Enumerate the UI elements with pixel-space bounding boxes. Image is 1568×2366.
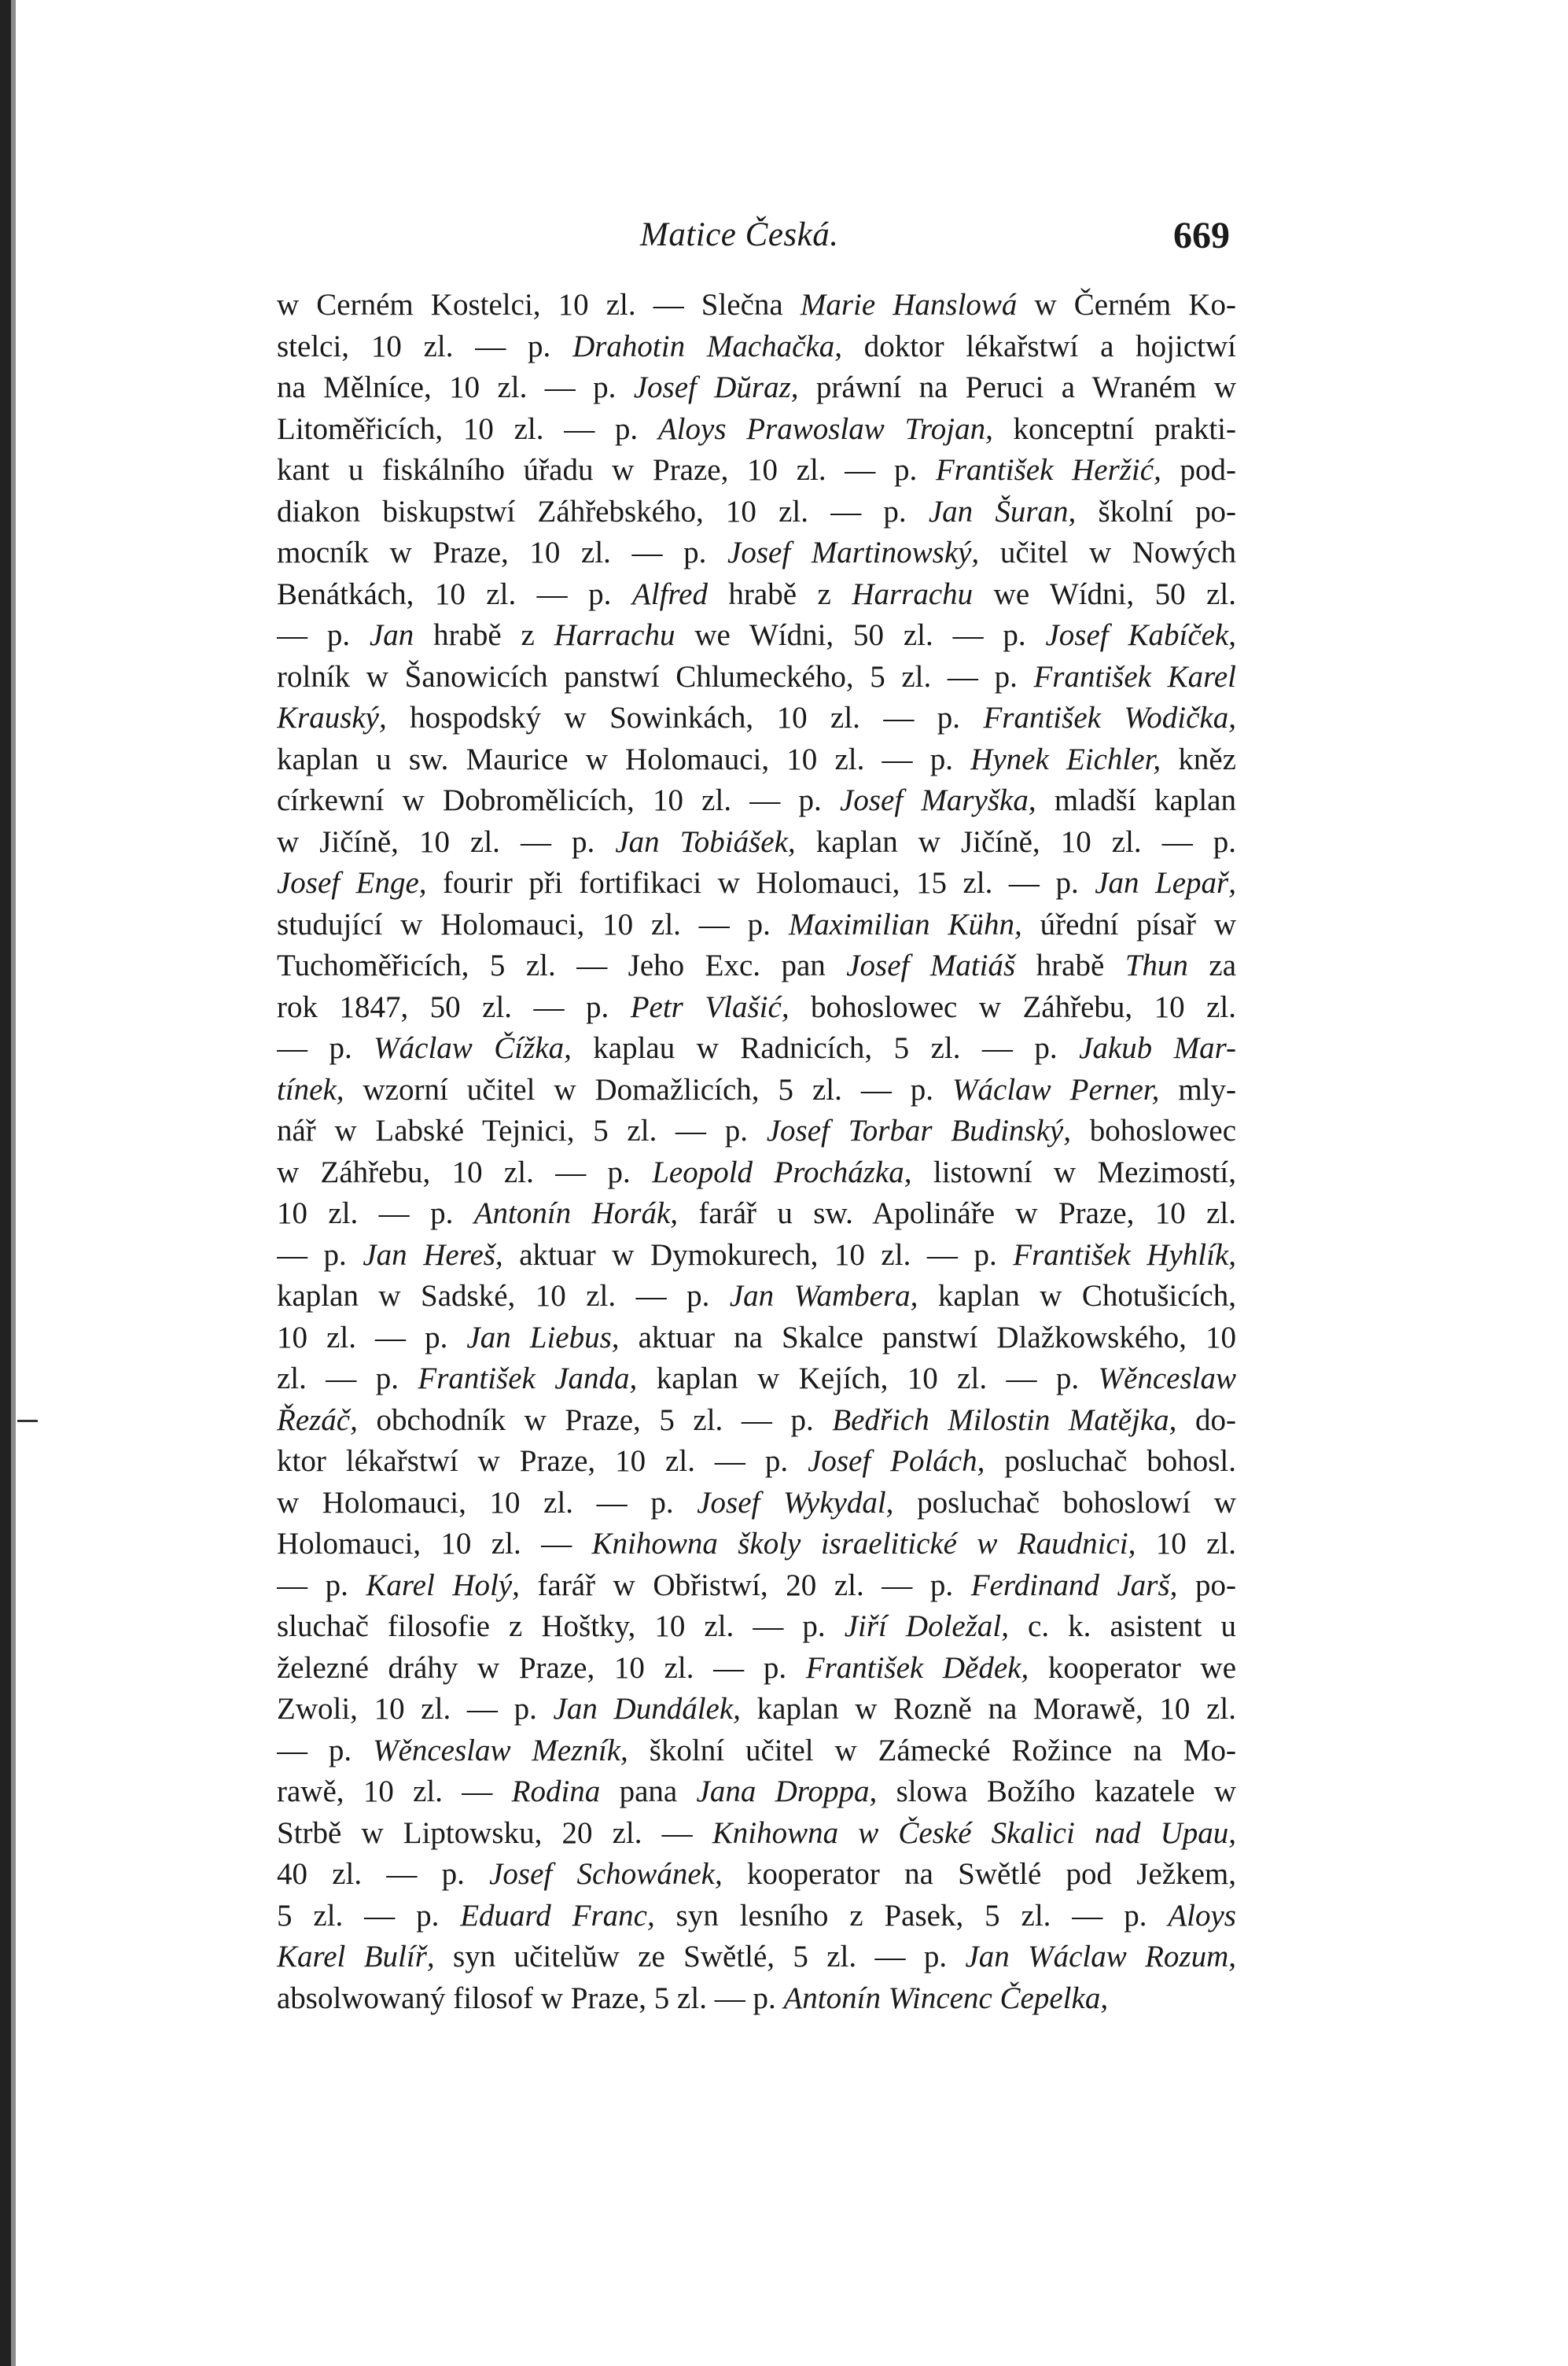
text-run: železné dráhy w Praze, 10 zl. — p. [277, 1650, 806, 1685]
text-run: — p. [277, 1568, 366, 1602]
text-run: do- [1176, 1402, 1236, 1437]
text-line [277, 1441, 1236, 1483]
text-run: církewní w Dobromělicích, 10 zl. — p. [277, 783, 841, 817]
italic-name: Josef Enge, [277, 866, 427, 900]
text-line [277, 905, 1236, 946]
text-line [277, 863, 1236, 905]
scan-binding-shadow [11, 0, 16, 2366]
italic-name: František Janda, [418, 1362, 638, 1395]
text-run: 40 zl. — p. [277, 1857, 490, 1891]
text-run: aktuar w Dymokurech, 10 zl. — p. [502, 1237, 1014, 1272]
text-line [277, 822, 1236, 864]
text-line [277, 1606, 1236, 1648]
text-run: diakon biskupstwí Záhřebského, 10 zl. — p. [277, 494, 929, 529]
italic-name: Jan Šuran, [928, 494, 1077, 529]
text-line [277, 1648, 1236, 1690]
text-run: kaplan w Rozně na Morawě, 10 zl. [740, 1692, 1236, 1726]
text-run: kant u fiskálního úřadu w Praze, 10 zl. — p. [277, 453, 936, 487]
text-run: — p. [277, 1031, 374, 1065]
text-line [277, 1730, 1236, 1772]
text-line [277, 285, 1236, 326]
text-run: slowa Božího kazatele w [877, 1774, 1236, 1808]
text-line [277, 1235, 1236, 1277]
text-run: mladší kaplan [1036, 783, 1236, 817]
italic-name: František Heržić, [935, 453, 1161, 487]
text-run: kaplan w Jičíně, 10 zl. — p. [795, 824, 1236, 859]
text-line [277, 1070, 1236, 1111]
text-line [277, 780, 1236, 822]
italic-name: Josef Polách, [808, 1444, 985, 1478]
scan-margin-mark [17, 1420, 38, 1422]
text-run: Litoměřicích, 10 zl. — p. [277, 411, 658, 446]
scan-binding-edge [0, 0, 11, 2366]
italic-name: Leopold Procházka, [652, 1155, 912, 1189]
text-run: rok 1847, 50 zl. — p. [277, 990, 631, 1024]
text-line [277, 1524, 1236, 1565]
text-run: aktuar na Skalce panstwí Dlažkowského, 10 [619, 1320, 1236, 1354]
italic-name: Jan Tobiášek, [615, 824, 796, 859]
italic-name: Bedřich Milostin Matějka, [832, 1402, 1177, 1437]
text-run: w Záhřebu, 10 zl. — p. [277, 1155, 653, 1189]
text-run: stelci, 10 zl. — p. [277, 329, 573, 363]
italic-name: Antonín Wincenc Čepelka, [783, 1981, 1109, 2015]
italic-name: František Karel [1033, 659, 1236, 694]
italic-name: Wěnceslaw Mezník, [373, 1733, 628, 1767]
italic-name: Thun [1124, 949, 1188, 982]
text-line [277, 945, 1236, 987]
text-run: bohoslowec [1070, 1114, 1236, 1148]
text-line [277, 615, 1236, 657]
text-run: za [1187, 949, 1236, 982]
text-run: práwní na Peruci a Wraném w [798, 370, 1236, 404]
text-run: — p. [277, 618, 370, 652]
text-line [277, 1193, 1236, 1235]
text-run: učitel w Nowých [979, 536, 1236, 569]
text-run: Zwoli, 10 zl. — p. [277, 1692, 554, 1726]
text-line [277, 987, 1236, 1029]
text-run: kaplan w Kejích, 10 zl. — p. [637, 1362, 1099, 1395]
text-run: Benátkách, 10 zl. — p. [277, 577, 632, 611]
italic-name: Eduard Franc, [460, 1898, 655, 1933]
italic-name: Harrachu [852, 577, 974, 611]
text-line [277, 367, 1236, 409]
italic-name: Alfred [631, 577, 708, 611]
italic-name: Karel Holý, [366, 1568, 520, 1602]
text-line [277, 326, 1236, 368]
text-line [277, 1028, 1236, 1070]
text-run: studující w Holomauci, 10 zl. — p. [277, 907, 789, 942]
italic-name: Aloys [1168, 1898, 1236, 1933]
text-run: hrabě [1015, 949, 1125, 982]
text-run: syn učitelŭw ze Swětlé, 5 zl. — p. [434, 1940, 966, 1974]
text-run: bohoslowec w Záhřebu, 10 zl. [789, 990, 1236, 1024]
italic-name: Jan Wambera, [729, 1279, 918, 1313]
text-run: fourir při fortifikaci w Holomauci, 15 zl. — p. [426, 866, 1095, 900]
text-run: kaplan u sw. Maurice w Holomauci, 10 zl. — p. [277, 742, 971, 776]
italic-name: Jana Droppa, [696, 1774, 878, 1808]
text-run: listowní w Mezimostí, [911, 1155, 1236, 1189]
italic-name: Wáclaw Perner, [952, 1072, 1160, 1107]
italic-name: Hynek Eichler, [970, 742, 1161, 776]
italic-name: Ferdinand Jarš, [970, 1568, 1178, 1602]
text-run: po- [1177, 1568, 1236, 1602]
text-line [277, 1152, 1236, 1194]
body-text [277, 285, 1236, 2019]
italic-name: Jan [369, 618, 414, 652]
text-line [277, 739, 1236, 781]
text-run: rolník w Šanowicích panstwí Chlumeckého, 5 zl. — p. [277, 659, 1034, 694]
italic-name: Jiří Doležal, [844, 1609, 1009, 1643]
italic-name: Josef Wykydal, [697, 1485, 894, 1520]
text-run: ktor lékařstwí w Praze, 10 zl. — p. [277, 1444, 808, 1478]
italic-name: František Dědek, [805, 1650, 1029, 1685]
text-run: kooperator we [1029, 1650, 1236, 1685]
italic-name: Jakub Mar- [1079, 1031, 1236, 1065]
text-run: na Mělníce, 10 zl. — p. [277, 370, 634, 404]
italic-name: Krauský, [277, 701, 387, 735]
text-run: absolwowaný filosof w Praze, 5 zl. — p. [277, 1981, 784, 2015]
italic-name: Josef Matiáš [846, 949, 1016, 982]
text-line [277, 492, 1236, 533]
text-run: 10 zl. — p. [277, 1196, 474, 1230]
text-run: — p. [277, 1237, 363, 1272]
text-run: pod- [1161, 453, 1236, 487]
text-run: sluchač filosofie z Hoštky, 10 zl. — p. [277, 1609, 845, 1643]
italic-name: František Wodička, [983, 701, 1236, 735]
text-run: w Cerném Kostelci, 10 zl. — Slečna [277, 288, 801, 322]
text-run: we Wídni, 50 zl. — p. [675, 618, 1046, 652]
text-run: syn lesního z Pasek, 5 zl. — p. [654, 1898, 1169, 1933]
italic-name: Antonín Horák, [473, 1196, 679, 1230]
italic-name: Harrachu [554, 618, 675, 652]
italic-name: Josef Dŭraz, [633, 370, 799, 404]
text-run: farář w Obřistwí, 20 zl. — p. [519, 1568, 971, 1602]
italic-name: Knihowna školy israelitické w Raudnici, [591, 1527, 1136, 1561]
text-line [277, 657, 1236, 698]
text-run: posluchač bohoslowí w [893, 1485, 1236, 1520]
text-line [277, 1318, 1236, 1359]
page-number: 669 [1173, 215, 1230, 256]
text-line [277, 533, 1236, 574]
text-line [277, 409, 1236, 451]
text-run: w Jičíně, 10 zl. — p. [277, 824, 616, 859]
text-run: konceptní prakti- [992, 411, 1236, 446]
text-run: úřední písař w [1021, 907, 1236, 942]
italic-name: Wáclaw Čížka, [374, 1031, 572, 1065]
text-run: mocník w Praze, 10 zl. — p. [277, 536, 728, 569]
text-line [277, 1689, 1236, 1730]
italic-name: František Hyhlík, [1013, 1237, 1236, 1272]
text-run: 5 zl. — p. [277, 1898, 461, 1933]
italic-name: Knihowna w České Skalici nad Upau, [712, 1815, 1236, 1850]
italic-name: Josef Torbar Budinský, [766, 1114, 1071, 1148]
text-run: doktor lékařstwí a hojictwí [842, 329, 1236, 363]
text-run: hospodský w Sowinkách, 10 zl. — p. [386, 701, 984, 735]
text-line [277, 698, 1236, 739]
text-run: w Holomauci, 10 zl. — p. [277, 1485, 698, 1520]
page-header [277, 206, 1236, 269]
italic-name: Jan Wáclaw Rozum, [965, 1940, 1236, 1974]
text-line [277, 450, 1236, 492]
text-run: farář u sw. Apolináře w Praze, 10 zl. [678, 1196, 1236, 1230]
text-run: mly- [1159, 1072, 1236, 1107]
text-run: Tuchoměřicích, 5 zl. — Jeho Exc. pan [277, 949, 847, 982]
text-run: c. k. asistent u [1009, 1609, 1236, 1643]
italic-name: Josef Maryška, [840, 783, 1036, 817]
text-run: 10 zl. — p. [277, 1320, 467, 1354]
text-line [277, 1978, 1236, 2020]
italic-name: Maximilian Kühn, [788, 907, 1022, 942]
text-line [277, 1111, 1236, 1152]
text-run: nář w Labské Tejnici, 5 zl. — p. [277, 1114, 767, 1148]
italic-name: Jan Liebus, [466, 1320, 620, 1354]
italic-name: tínek, [277, 1072, 344, 1107]
text-run: zl. — p. [277, 1362, 418, 1395]
italic-name: Josef Kabíček, [1045, 618, 1236, 652]
italic-name: Aloys Prawoslaw Trojan, [657, 411, 993, 446]
italic-name: Josef Martinowský, [727, 536, 980, 569]
italic-name: Drahotin Machačka, [572, 329, 843, 363]
text-run: obchodník w Praze, 5 zl. — p. [357, 1402, 833, 1437]
text-run: w Černém Ko- [1017, 288, 1236, 322]
text-line [277, 1896, 1236, 1937]
text-line [277, 1771, 1236, 1813]
text-run: hrabě z [414, 618, 554, 652]
italic-name: Rodina [511, 1774, 601, 1808]
italic-name: Marie Hanslowá [800, 288, 1018, 322]
text-run: 10 zl. [1136, 1527, 1236, 1561]
text-run: wzorní učitel w Domažlicích, 5 zl. — p. [344, 1072, 953, 1107]
text-run: kněz [1161, 742, 1236, 776]
text-run: hrabě z [707, 577, 852, 611]
text-line [277, 1813, 1236, 1855]
text-line [277, 574, 1236, 616]
text-line [277, 1483, 1236, 1524]
text-run: školní učitel w Zámecké Rožince na Mo- [628, 1733, 1236, 1767]
text-line [277, 1358, 1236, 1400]
text-line [277, 1276, 1236, 1318]
text-run: kaplan w Sadské, 10 zl. — p. [277, 1279, 730, 1313]
text-line [277, 1565, 1236, 1607]
text-run: — p. [277, 1733, 374, 1767]
italic-name: Jan Hereš, [363, 1237, 503, 1272]
text-line [277, 1937, 1236, 1978]
text-run: kooperator na Swětlé pod Ježkem, [722, 1857, 1236, 1891]
running-title: Matice Česká. [640, 216, 839, 253]
text-run: we Wídni, 50 zl. [973, 577, 1236, 611]
text-run: posluchač bohosl. [985, 1444, 1236, 1478]
italic-name: Jan Lepař, [1095, 866, 1236, 900]
italic-name: Josef Schowánek, [489, 1857, 723, 1891]
text-run: kaplan w Chotušicích, [918, 1279, 1236, 1313]
text-run: pana [600, 1774, 697, 1808]
text-line [277, 1854, 1236, 1896]
text-run: Strbě w Liptowsku, 20 zl. — [277, 1815, 712, 1850]
text-run: rawě, 10 zl. — [277, 1774, 512, 1808]
italic-name: Petr Vlašić, [630, 990, 790, 1024]
italic-name: Karel Bulíř, [277, 1940, 435, 1974]
text-run: školní po- [1076, 494, 1236, 529]
text-run: kaplau w Radnicích, 5 zl. — p. [571, 1031, 1080, 1065]
italic-name: Jan Dundálek, [553, 1692, 741, 1726]
italic-name: Wěnceslaw [1098, 1362, 1236, 1395]
italic-name: Řezáč, [277, 1402, 358, 1437]
text-run: Holomauci, 10 zl. — [277, 1527, 592, 1561]
text-line [277, 1400, 1236, 1442]
